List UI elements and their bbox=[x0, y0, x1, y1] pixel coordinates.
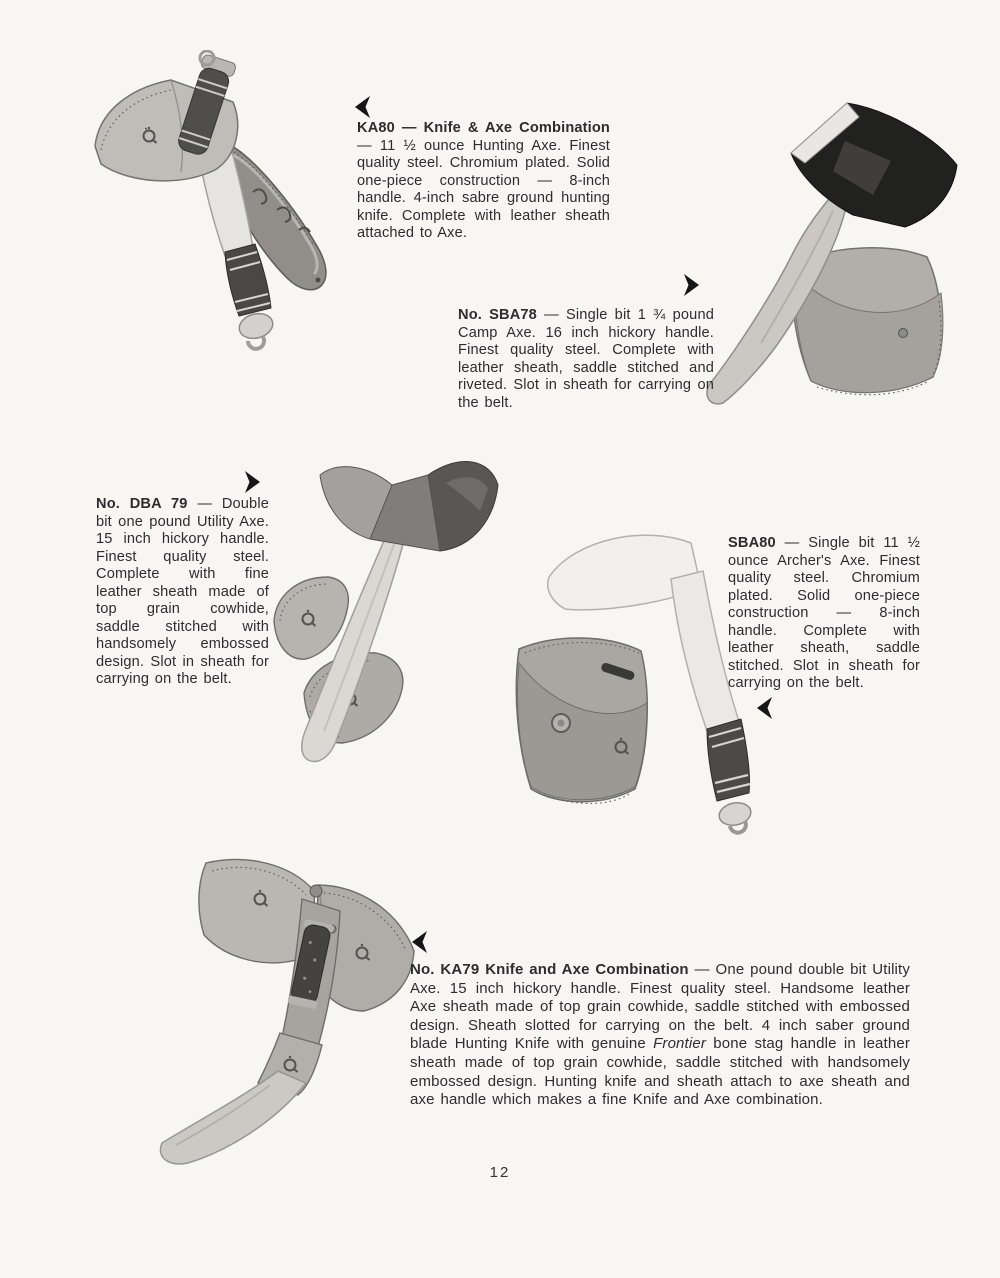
pointer-arrow-right-icon bbox=[684, 273, 700, 297]
product-description-dba79 bbox=[96, 496, 269, 689]
sba80-leather-grip bbox=[707, 719, 753, 833]
dba79-axe-head bbox=[320, 462, 498, 551]
product-body-sba80: — Single bit 11 ½ ounce Archer's Axe. Finest quality steel. Chromium plated. Solid one-piece construction — 8-inch handle. Complete with leather sheath, saddle stitched. Slot in sheath for carrying on the belt. bbox=[728, 535, 920, 691]
pointer-arrow-left-icon bbox=[354, 95, 370, 119]
sba80-sheath bbox=[516, 638, 647, 804]
ka79-product-photo bbox=[110, 833, 435, 1168]
dba79-product-photo bbox=[250, 435, 500, 780]
product-brand-frontier: Frontier bbox=[653, 1035, 706, 1053]
pointer-arrow-left-icon bbox=[756, 696, 772, 720]
product-code-sba80: SBA80 bbox=[728, 535, 776, 551]
product-description-ka80 bbox=[357, 120, 610, 243]
dba79-sheath-wing-upper bbox=[274, 577, 348, 659]
product-description-sba80 bbox=[728, 535, 920, 693]
product-body-ka79-part1: — One pound double bit Utility Axe. 15 inch hickory handle. Finest quality steel. Handsome leather Axe sheath made of top grain cowhide, saddle stitched with embossed design. Sheath slotted for carrying on the belt. 4 inch saber ground blade Hunting Knife with genuine bbox=[410, 961, 911, 1053]
sba78-product-photo bbox=[695, 95, 985, 435]
pointer-arrow-left-icon bbox=[411, 930, 427, 954]
sba80-product-photo bbox=[505, 515, 765, 840]
ka80-product-photo bbox=[85, 50, 350, 370]
product-code-ka80: KA80 — Knife & Axe Combination bbox=[357, 120, 610, 136]
product-body-ka79-part2: bone stag handle in leather sheath made of top grain cowhide, saddle stitched with handsomely embossed design. Hunting knife and sheath attach to axe sheath and axe handle which makes a fine Knife and Axe combination. bbox=[410, 1035, 910, 1109]
ka79-snap-stud bbox=[310, 885, 322, 897]
product-code-ka79: No. KA79 Knife and Axe Combination bbox=[410, 961, 689, 978]
ka79-handle bbox=[160, 1071, 306, 1164]
sba78-axe-head bbox=[791, 103, 957, 227]
product-body-ka80: — 11 ½ ounce Hunting Axe. Finest quality steel. Chromium plated. Solid one-piece construction — 8-inch handle. 4-inch sabre ground hunting knife. Complete with leather sheath attached to Axe. bbox=[357, 137, 610, 241]
product-body-sba78: — Single bit 1 ¾ pound Camp Axe. 16 inch hickory handle. Finest quality steel. Complete with leather sheath, saddle stitched and riveted. Slot in sheath for carrying on the belt. bbox=[458, 307, 714, 411]
product-body-dba79: — Double bit one pound Utility Axe. 15 inch hickory handle. Finest quality steel. Complete with fine leather sheath made of top grain cowhide, saddle stitched with handsomely embossed design. Slot in sheath for carrying on the belt. bbox=[96, 496, 269, 687]
product-code-sba78: No. SBA78 bbox=[458, 307, 537, 323]
product-description-sba78 bbox=[458, 307, 714, 412]
product-code-dba79: No. DBA 79 bbox=[96, 496, 188, 512]
page-number: 12 bbox=[489, 1164, 511, 1181]
product-description-ka79 bbox=[410, 961, 910, 1110]
pointer-arrow-right-icon bbox=[245, 470, 261, 494]
